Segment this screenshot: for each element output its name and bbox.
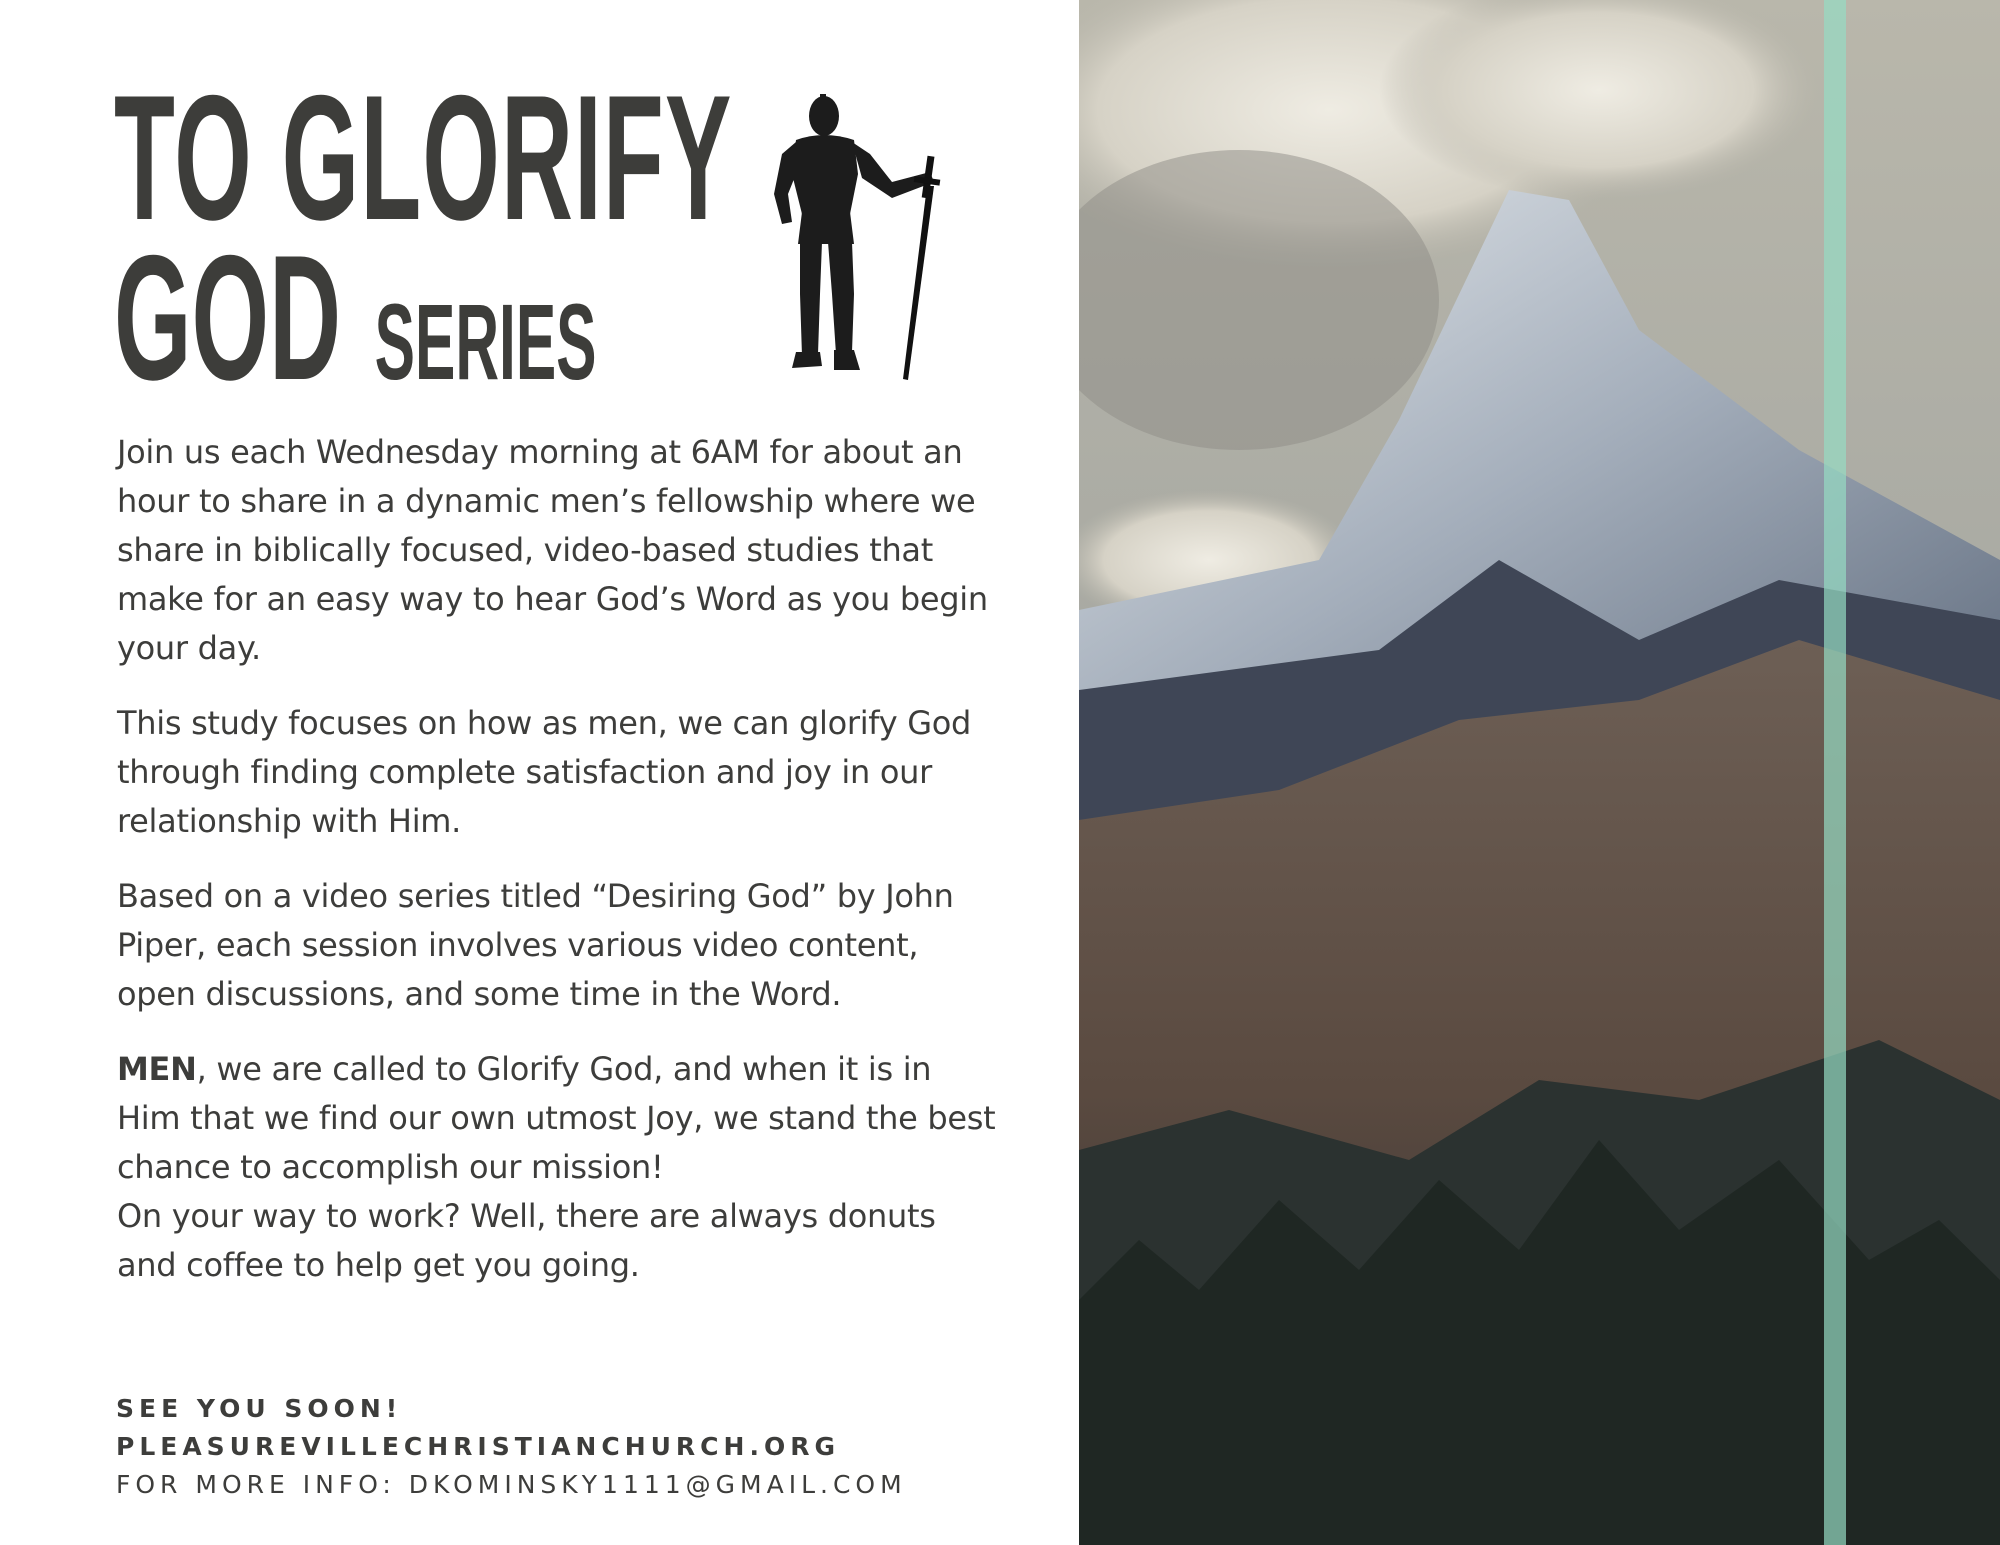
title-god: GOD — [114, 218, 342, 417]
mountain-photo — [1079, 0, 2000, 1545]
website-link[interactable]: PLEASUREVILLECHRISTIANCHURCH.ORG — [116, 1432, 840, 1461]
paragraph-intro: Join us each Wednesday morning at 6AM for about an hour to share in a dynamic men’s fellowship where we share in biblically focused, video-based studies that make for an easy way to hear God’s Word as you begin your day. — [117, 433, 988, 667]
paragraph-closing — [117, 1045, 997, 1290]
footer — [116, 1390, 907, 1504]
men-emphasis: MEN — [117, 1050, 197, 1088]
closing-text: , we are called to Glorify God, and when it is in Him that we find our own utmost Joy, we stand the best chance to accomplish our mission! — [117, 1050, 996, 1186]
title-series: SERIES — [374, 281, 597, 402]
paragraph-video-series: Based on a video series titled “Desiring God” by John Piper, each session involves various video content, open discussions, and some time in the Word. — [117, 877, 954, 1013]
page-title — [114, 58, 733, 422]
paragraph-focus: This study focuses on how as men, we can glorify God through finding complete satisfaction and joy in our relationship with Him. — [117, 704, 971, 840]
title-line-1: TO GLORIFY — [114, 58, 733, 257]
knight-armor-icon — [762, 94, 952, 382]
title-line-2 — [114, 218, 733, 422]
see-you-soon: SEE YOU SOON! — [116, 1394, 403, 1423]
contact-email[interactable]: FOR MORE INFO: DKOMINSKY1111@GMAIL.COM — [116, 1470, 907, 1499]
body-text — [117, 428, 997, 1290]
accent-stripe — [1824, 0, 1846, 1545]
closing-donuts: On your way to work? Well, there are always donuts and coffee to help get you going. — [117, 1197, 936, 1284]
